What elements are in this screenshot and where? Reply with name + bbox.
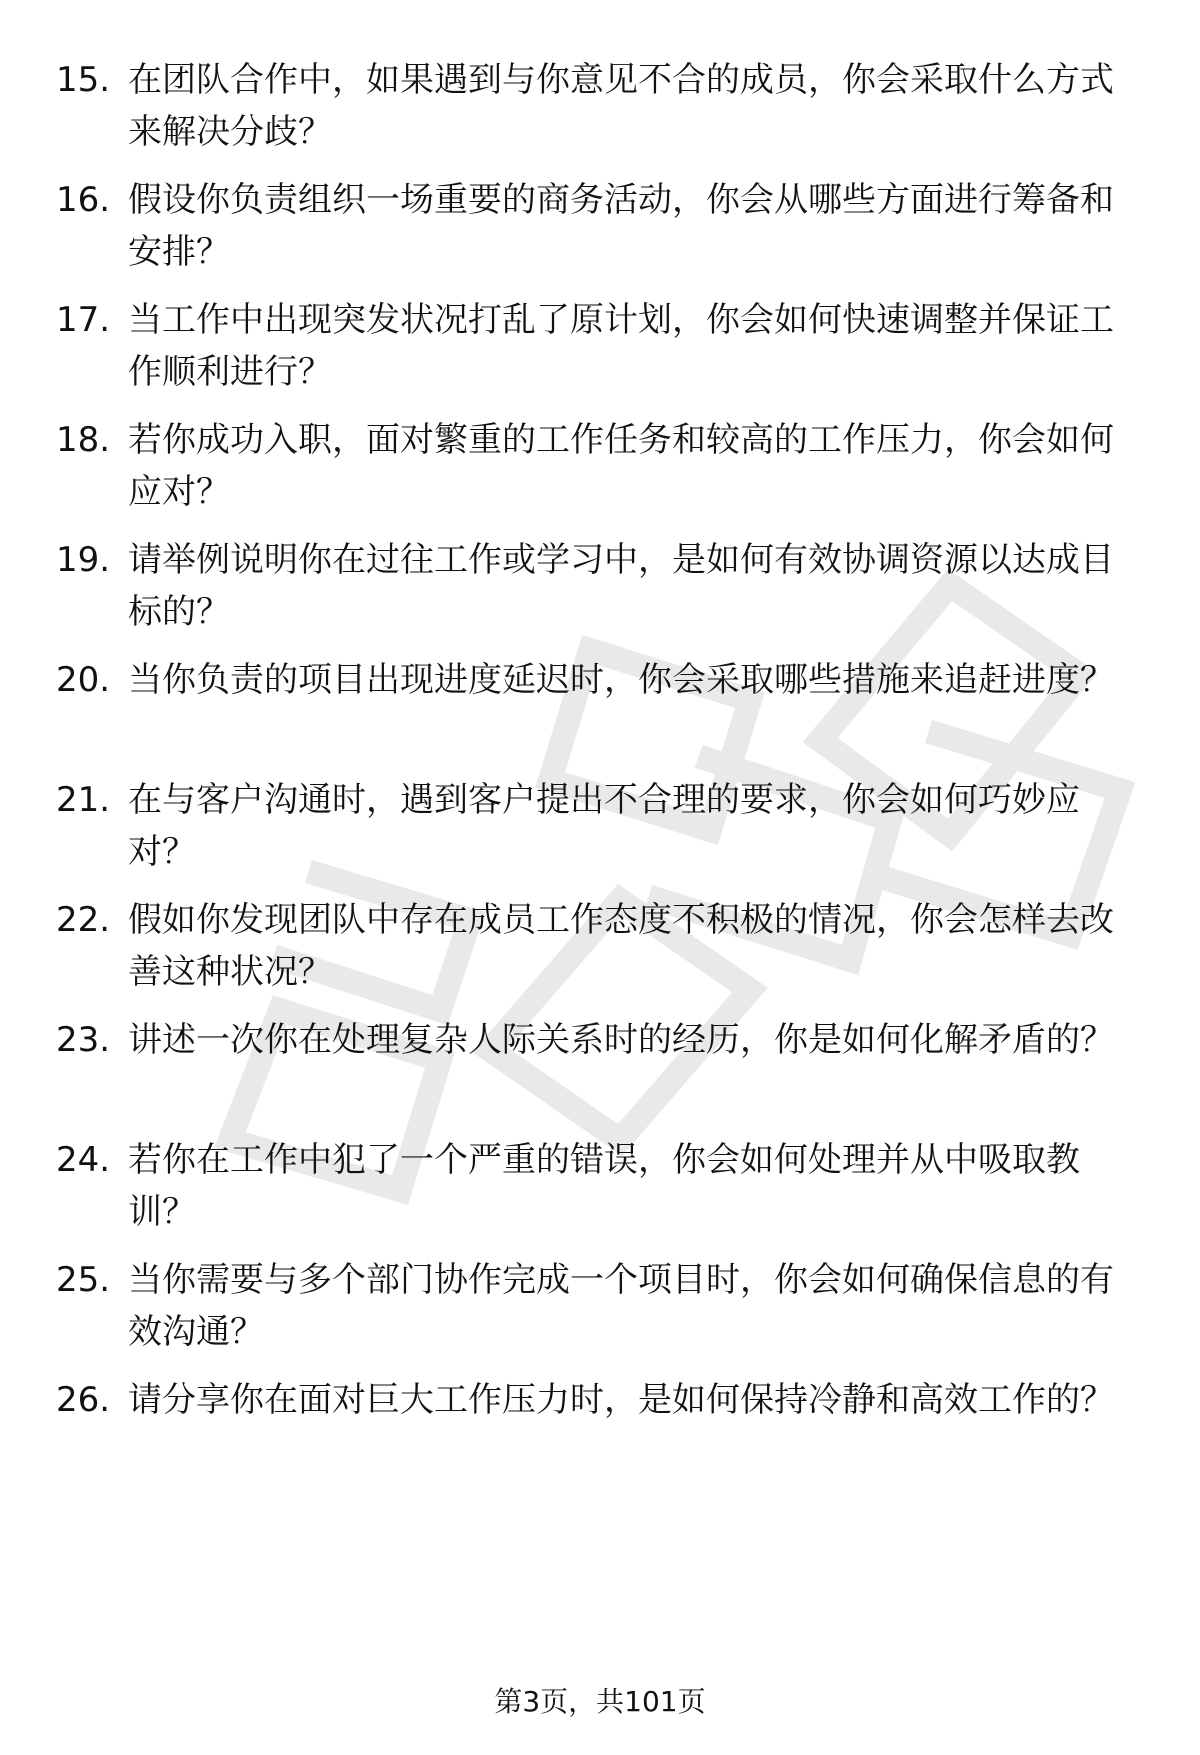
question-number: 18. [56,420,111,460]
question-number: 24. [56,1140,111,1180]
question-text: 若你在工作中犯了一个严重的错误，你会如何处理并从中吸取教训？ [128,1140,1080,1232]
question-text: 若你成功入职，面对繁重的工作任务和较高的工作压力，你会如何应对？ [128,420,1114,512]
question-number: 16. [56,180,111,220]
question-number: 22. [56,900,111,940]
question-item-16 [0,174,1200,284]
question-number: 19. [56,540,111,580]
question-number: 23. [56,1020,111,1060]
question-item-19 [0,534,1200,644]
question-item-17 [0,294,1200,404]
question-text: 当你需要与多个部门协作完成一个项目时，你会如何确保信息的有效沟通？ [128,1260,1114,1352]
question-item-20 [0,654,1200,764]
question-number: 25. [56,1260,111,1300]
question-item-24 [0,1134,1200,1244]
question-text: 假设你负责组织一场重要的商务活动，你会从哪些方面进行筹备和安排？ [128,180,1114,272]
page-footer: 第3页，共101页 [494,1685,706,1718]
question-text: 请分享你在面对巨大工作压力时，是如何保持冷静和高效工作的？ [128,1380,1114,1420]
question-number: 20. [56,660,111,700]
question-text: 当工作中出现突发状况打乱了原计划，你会如何快速调整并保证工作顺利进行？ [128,300,1114,392]
question-text: 当你负责的项目出现进度延迟时，你会采取哪些措施来追赶进度？ [128,660,1114,700]
question-number: 26. [56,1380,111,1420]
question-item-25 [0,1254,1200,1364]
question-item-15 [0,54,1200,164]
question-number: 21. [56,780,111,820]
question-text: 在与客户沟通时，遇到客户提出不合理的要求，你会如何巧妙应对？ [128,780,1080,872]
question-number: 15. [56,60,111,100]
question-item-23 [0,1014,1200,1124]
question-text: 请举例说明你在过往工作或学习中，是如何有效协调资源以达成目标的？ [128,540,1114,632]
question-number: 17. [56,300,111,340]
question-item-22 [0,894,1200,1004]
question-item-26 [0,1374,1200,1484]
question-item-18 [0,414,1200,524]
question-item-21 [0,774,1200,884]
question-text: 假如你发现团队中存在成员工作态度不积极的情况，你会怎样去改善这种状况？ [128,900,1114,992]
question-text: 在团队合作中，如果遇到与你意见不合的成员，你会采取什么方式来解决分歧？ [128,60,1114,152]
question-text: 讲述一次你在处理复杂人际关系时的经历，你是如何化解矛盾的？ [128,1020,1114,1060]
